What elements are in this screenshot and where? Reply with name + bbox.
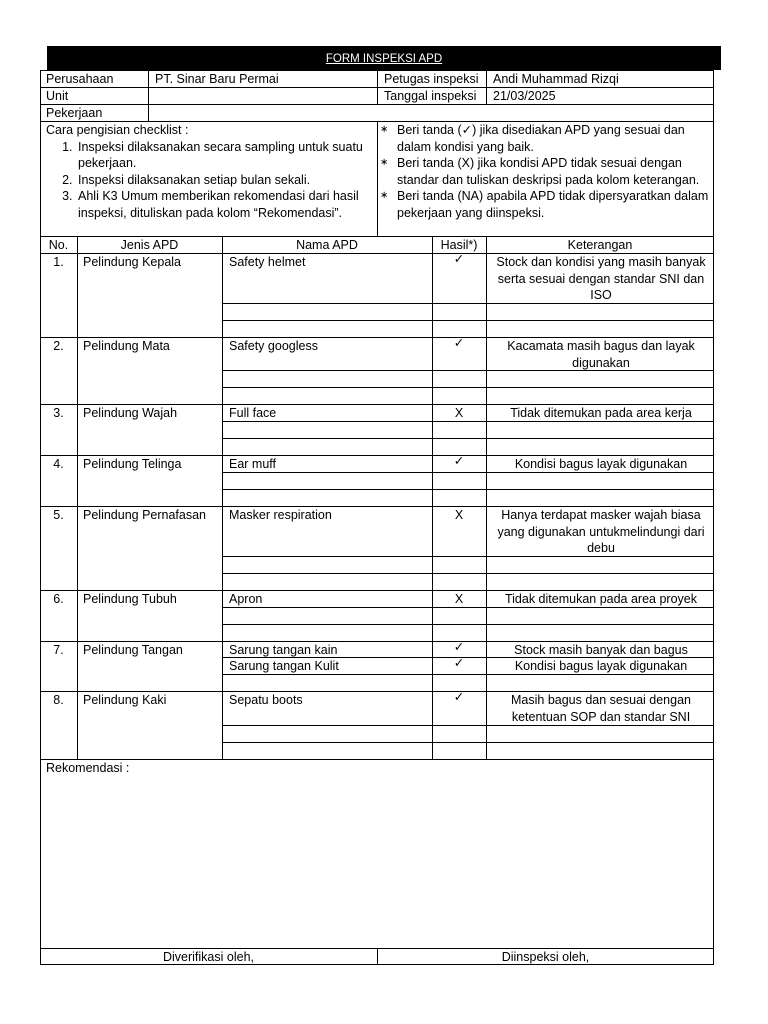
row-no: 5. — [53, 508, 64, 522]
subrow-rule — [222, 624, 714, 625]
col-header-keterangan: Keterangan — [567, 238, 633, 252]
row-nama: Masker respiration — [229, 508, 332, 522]
asterisk-bullet-icon: ∗ — [380, 157, 389, 168]
cross-mark: X — [454, 592, 464, 606]
col-header-hasil: Hasil*) — [440, 238, 478, 252]
subrow-rule — [222, 725, 714, 726]
row-keterangan: Kacamata masih bagus dan layak digunakan — [507, 339, 695, 370]
diverifikasi-label: Diverifikasi oleh, — [162, 950, 254, 964]
instructions-left — [46, 122, 372, 221]
form-title: FORM INSPEKSI APD — [325, 53, 443, 65]
row-jenis: Pelindung Telinga — [83, 457, 182, 471]
row-keterangan: Masih bagus dan sesuai dengan ketentuan SOP dan standar SNI — [511, 693, 691, 724]
cross-mark: X — [454, 406, 464, 420]
check-mark-icon: ✓ — [453, 336, 465, 350]
header-divider — [377, 70, 378, 104]
row-keterangan: Stock dan kondisi yang masih banyak serta sesuai dengan standar SNI dan ISO — [496, 255, 706, 302]
perusahaan-label: Perusahaan — [46, 72, 114, 86]
instruction-step: 1. Inspeksi dilaksanakan secara sampling untuk suatu pekerjaan. — [76, 139, 372, 172]
row-no: 4. — [53, 457, 64, 471]
col-header-nama: Nama APD — [296, 238, 358, 252]
row-keterangan: Tidak ditemukan pada area kerja — [510, 406, 692, 420]
header-divider — [148, 70, 149, 121]
asterisk-bullet-icon: ∗ — [380, 124, 389, 135]
instructions-right — [380, 122, 710, 221]
marking-note — [380, 155, 710, 188]
subrow-rule — [222, 489, 714, 490]
row-jenis: Pelindung Wajah — [83, 406, 178, 420]
pekerjaan-label: Pekerjaan — [46, 106, 103, 120]
row-no: 7. — [53, 643, 64, 657]
row-no: 1. — [53, 255, 64, 269]
row-jenis: Pelindung Mata — [83, 339, 170, 353]
subrow-rule — [222, 742, 714, 743]
row-nama: Sarung tangan kain — [229, 643, 338, 657]
row-keterangan: Hanya terdapat masker wajah biasa yang digunakan untukmelindungi dari debu — [497, 508, 705, 555]
instructions-steps — [46, 139, 372, 222]
col-header-jenis: Jenis APD — [120, 238, 179, 252]
column-divider — [432, 236, 433, 759]
row-jenis: Pelindung Kepala — [83, 255, 181, 269]
row-keterangan: Tidak ditemukan pada area proyek — [504, 592, 697, 606]
marking-note-text: Beri tanda (✓) jika disediakan APD yang sesuai dan dalam kondisi yang baik. — [397, 123, 685, 154]
subrow-rule — [222, 573, 714, 574]
group-separator — [40, 759, 714, 760]
header-divider — [486, 70, 487, 104]
header-rule — [40, 104, 714, 105]
instructions-divider — [377, 121, 378, 236]
unit-label: Unit — [46, 89, 69, 103]
tanggal-value: 21/03/2025 — [493, 89, 556, 103]
row-keterangan: Stock masih banyak dan bagus — [514, 643, 688, 657]
row-nama: Sarung tangan Kulit — [229, 659, 339, 673]
petugas-value: Andi Muhammad Rizqi — [493, 72, 619, 86]
perusahaan-value: PT. Sinar Baru Permai — [155, 72, 279, 86]
row-nama: Apron — [229, 592, 263, 606]
marking-notes — [380, 122, 710, 221]
diinspeksi-label: Diinspeksi oleh, — [501, 950, 590, 964]
rekomendasi-label: Rekomendasi : — [46, 761, 130, 775]
asterisk-bullet-icon: ∗ — [380, 190, 389, 201]
row-nama: Sepatu boots — [229, 693, 303, 707]
row-nama: Full face — [229, 406, 277, 420]
subrow-rule — [222, 387, 714, 388]
column-divider — [77, 236, 78, 759]
instructions-title: Cara pengisian checklist : — [46, 123, 189, 137]
column-divider — [486, 236, 487, 759]
row-jenis: Pelindung Pernafasan — [83, 508, 207, 522]
row-no: 3. — [53, 406, 64, 420]
col-header-no: No. — [48, 238, 69, 252]
marking-note-text: Beri tanda (X) jika kondisi APD tidak sesuai dengan standar dan tuliskan deskripsi pada kolom keterangan. — [397, 156, 700, 187]
row-jenis: Pelindung Tangan — [83, 643, 183, 657]
instruction-step: 3. Ahli K3 Umum memberikan rekomendasi dari hasil inspeksi, dituliskan pada kolom “Rekomendasi”. — [76, 188, 372, 221]
row-no: 8. — [53, 693, 64, 707]
subrow-rule — [222, 320, 714, 321]
cross-mark: X — [454, 508, 464, 522]
row-no: 2. — [53, 339, 64, 353]
row-nama: Ear muff — [229, 457, 277, 471]
row-nama: Safety helmet — [229, 255, 306, 269]
tanggal-label: Tanggal inspeksi — [384, 89, 477, 103]
subrow-rule — [222, 438, 714, 439]
petugas-label: Petugas inspeksi — [384, 72, 479, 86]
row-jenis: Pelindung Kaki — [83, 693, 167, 707]
check-mark-icon: ✓ — [453, 690, 465, 704]
row-nama: Safety googless — [229, 339, 318, 353]
marking-note-text: Beri tanda (NA) apabila APD tidak dipersyaratkan dalam pekerjaan yang diinspeksi. — [397, 189, 709, 220]
form-title-bar — [47, 46, 721, 70]
row-jenis: Pelindung Tubuh — [83, 592, 177, 606]
instruction-step: 2. Inspeksi dilaksanakan setiap bulan sekali. — [76, 172, 372, 189]
marking-note — [380, 122, 710, 155]
row-keterangan: Kondisi bagus layak digunakan — [514, 457, 688, 471]
check-mark-icon: ✓ — [453, 454, 465, 468]
check-mark-icon: ✓ — [453, 656, 465, 670]
check-mark-icon: ✓ — [453, 252, 465, 266]
row-keterangan: Kondisi bagus layak digunakan — [514, 659, 688, 673]
column-divider — [222, 236, 223, 759]
check-mark-icon: ✓ — [453, 640, 465, 654]
row-no: 6. — [53, 592, 64, 606]
marking-note — [380, 188, 710, 221]
